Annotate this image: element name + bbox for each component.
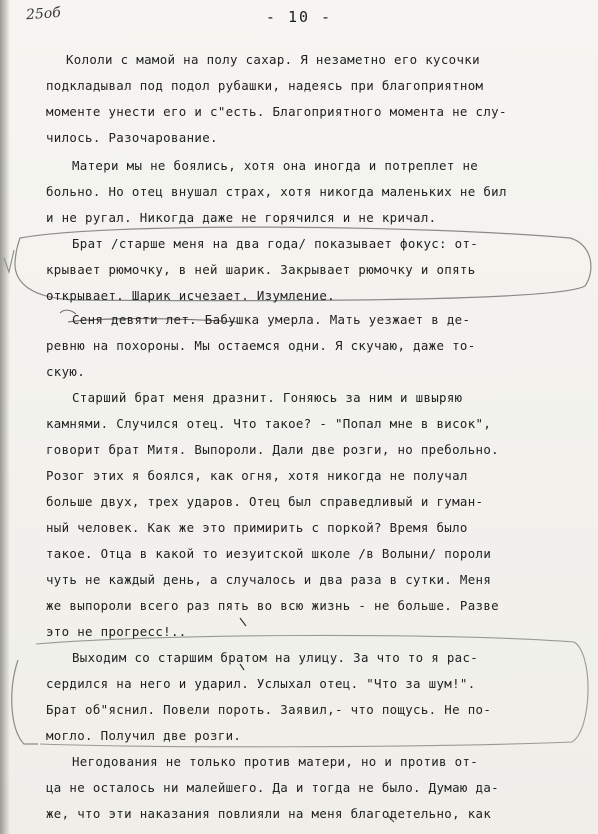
- text-line: чилось. Разочарование.: [46, 130, 218, 145]
- text-line: же, что эти наказания повлияли на меня благодетельно, как: [46, 806, 492, 821]
- text-line: ца не осталось ни малейшего. Да и тогда не было. Думаю да-: [46, 780, 499, 795]
- text-line: Выходим со старшим братом на улицу. За что то я рас-: [72, 650, 479, 665]
- text-line: могло. Получил две розги.: [46, 728, 242, 743]
- text-line: Брат /старше меня на два года/ показывает фокус: от-: [72, 236, 479, 251]
- text-line: крывает рюмочку, в ней шарик. Закрывает рюмочку и опять: [46, 262, 476, 277]
- page-number: - 10 -: [265, 8, 333, 26]
- text-line: это не прогресс!..: [46, 624, 187, 639]
- text-line: же выпороли всего раз пять во всю жизнь - не больше. Разве: [46, 598, 499, 613]
- text-line: больше двух, трех ударов. Отец был справедливый и гуман-: [46, 494, 484, 509]
- text-line: ревню на похороны. Мы остаемся одни. Я скучаю, даже то-: [46, 338, 476, 353]
- text-line: сердился на него и ударил. Услыхал отец. "Что за шум!".: [46, 676, 476, 691]
- handwritten-page-note: 25об: [25, 4, 62, 24]
- text-line: Брат об"яснил. Повели пороть. Заявил,- что пощусь. Не по-: [46, 702, 492, 717]
- text-line: Кололи с мамой на полу сахар. Я незаметно его кусочки: [66, 52, 480, 67]
- text-line: ный человек. Как же это примирить с поркой? Время было: [46, 520, 468, 535]
- text-line: Негодования не только против матери, но и против от-: [72, 754, 479, 769]
- text-line: скую.: [46, 364, 86, 379]
- text-line: чуть не каждый день, а случалось и два раза в сутки. Меня: [46, 572, 492, 587]
- text-line: камнями. Случился отец. Что такое? - "Попал мне в висок",: [46, 416, 492, 431]
- text-line: и не ругал. Никогда даже не горячился и не кричал.: [46, 210, 437, 225]
- text-line: говорит брат Митя. Выпороли. Дали две розги, но пребольно.: [46, 442, 499, 457]
- text-line: больно. Но отец внушал страх, хотя никогда маленьких не бил: [46, 184, 507, 199]
- text-line: такое. Отца в какой то иезуитской школе /в Волыни/ пороли: [46, 546, 492, 561]
- text-line: моменте унести его и с"есть. Благоприятного момента не слу-: [46, 104, 507, 119]
- text-line: Сеня девяти лет. Бабушка умерла. Мать уезжает в де-: [72, 312, 471, 327]
- text-line: подкладывал под подол рубашки, надеясь при благоприятном: [46, 78, 484, 93]
- text-line: Матери мы не боялись, хотя она иногда и потреплет не: [72, 158, 479, 173]
- text-line: открывает. Шарик исчезает. Изумление.: [46, 288, 335, 303]
- text-line: Старший брат меня дразнит. Гоняюсь за ним и швыряю: [72, 390, 463, 405]
- text-line: Розог этих я боялся, как огня, хотя никогда не получал: [46, 468, 468, 483]
